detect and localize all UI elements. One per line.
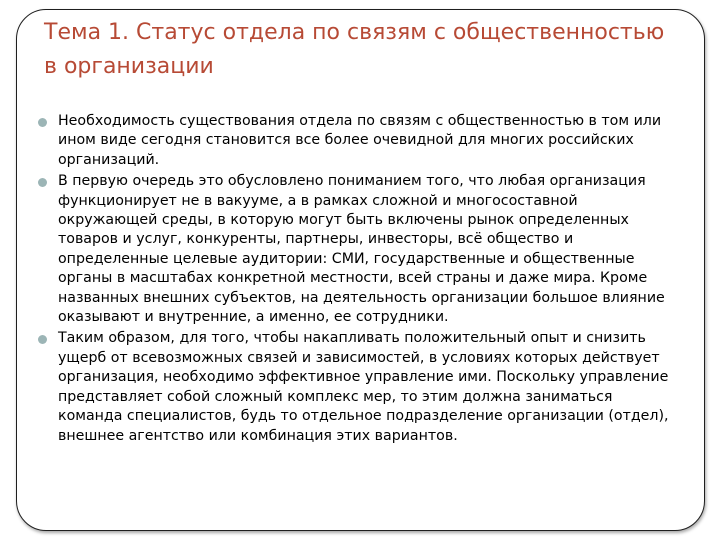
bullet-item-2 bbox=[38, 172, 678, 327]
slide-title: Тема 1. Статус отдела по связям с общественностью в организации bbox=[44, 20, 665, 79]
bullet-text: Таким образом, для того, чтобы накапливать положительный опыт и снизить ущерб от всевозможных связей и зависимостей, в условиях которых действует организация, необходимо эффективное управление ими. Поскольку управление представляет собой сложный комплекс мер, то этим должна заниматься команда специалистов, будь то отдельное подразделение организации (отдел), внешнее агентство или комбинация этих вариантов. bbox=[58, 330, 669, 444]
bullet-icon bbox=[38, 335, 47, 344]
bullet-icon bbox=[38, 118, 47, 127]
bullet-item-3 bbox=[38, 329, 678, 445]
bullet-list bbox=[38, 112, 678, 448]
bullet-text: В первую очередь это обусловлено пониманием того, что любая организация функционирует не в вакууме, а в рамках сложной и многосоставной окружающей среды, в которую могут быть включены рынок определенных товаров и услуг, конкуренты, партнеры, инвесторы, всё общество и определенные целевые аудитории: СМИ, государственные и общественные органы в масштабах конкретной местности, всей страны и даже мира. Кроме названных внешних субъектов, на деятельность организации большое влияние оказывают и внутренние, а именно, ее сотрудники. bbox=[58, 173, 665, 326]
bullet-item-1 bbox=[38, 112, 678, 170]
bullet-icon bbox=[38, 178, 47, 187]
bullet-text: Необходимость существования отдела по связям с общественностью в том или ином виде сегодня становится все более очевидной для многих российских организаций. bbox=[58, 113, 662, 168]
